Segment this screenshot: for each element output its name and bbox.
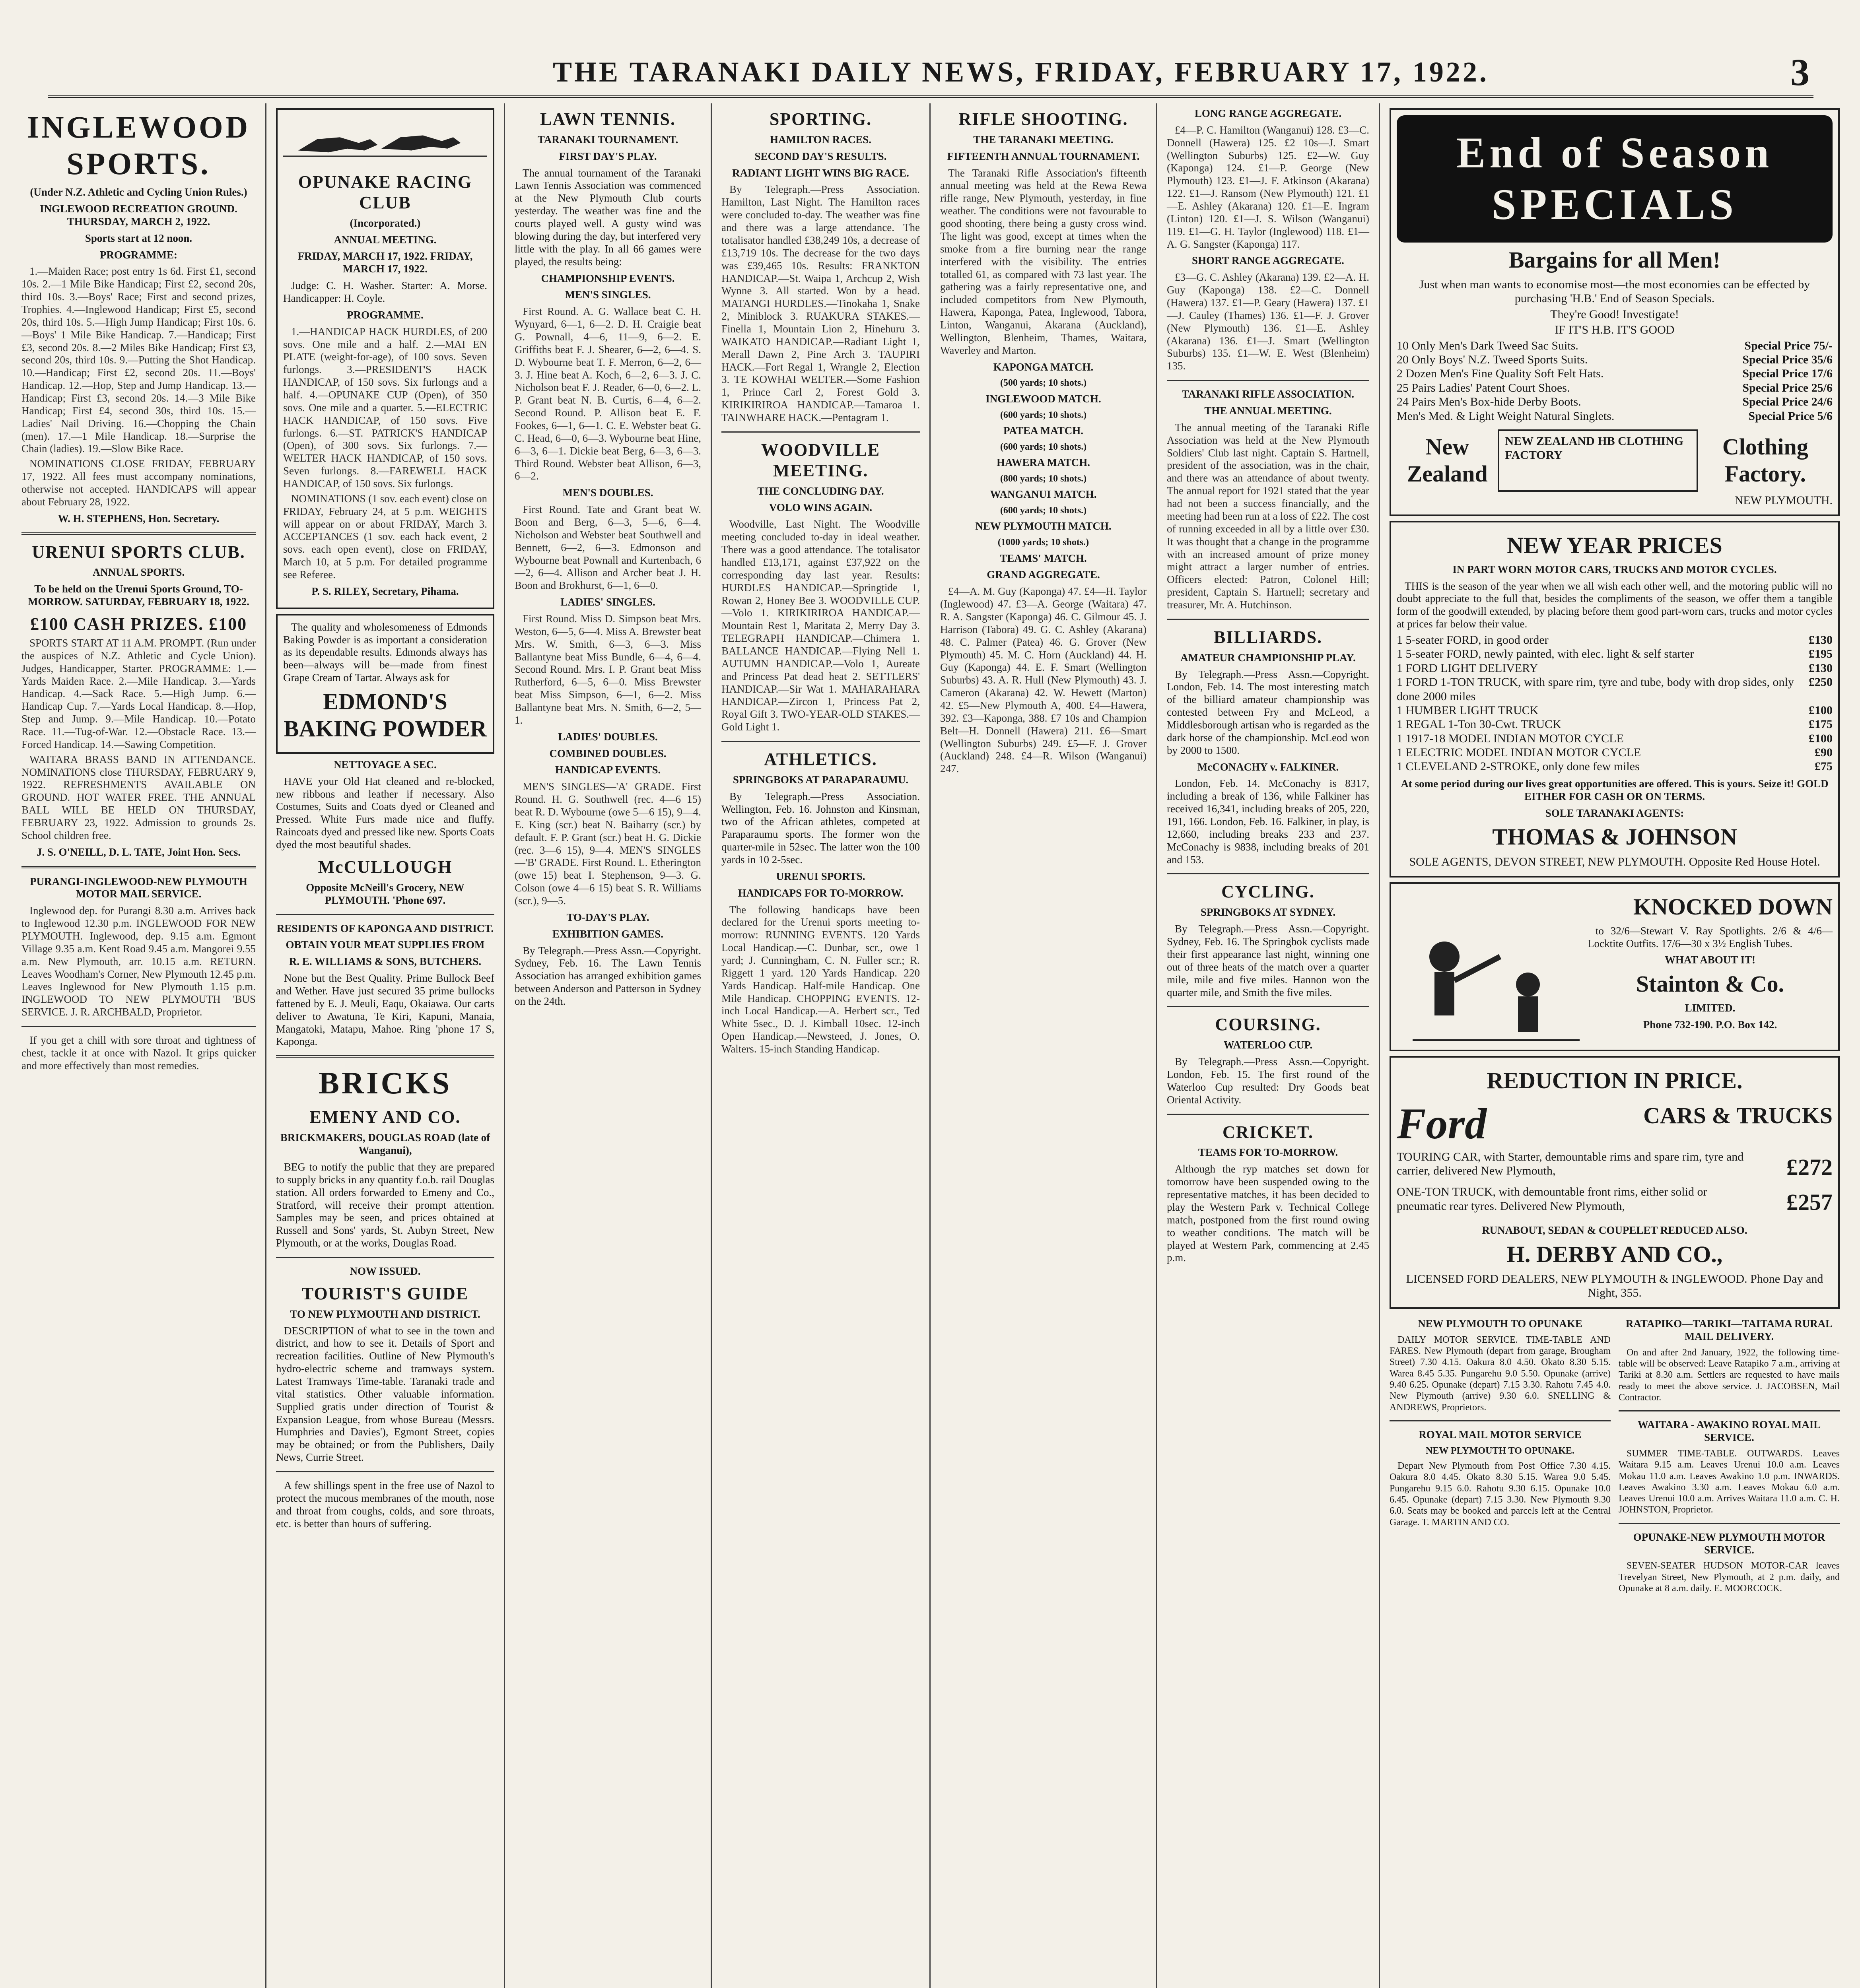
vehicle-item: 1 CLEVELAND 2-STROKE, only done few miles <box>1397 760 1640 773</box>
mccullough-address: Opposite McNeill's Grocery, NEW PLYMOUTH. 'Phone 697. <box>306 881 465 906</box>
tourist-guide-to: TO NEW PLYMOUTH AND DISTRICT. <box>290 1308 480 1320</box>
edmonds-text: The quality and wholesomeness of Edmonds Baking Powder is as important a consideration as its dependable results. Edmonds always has been—always will be—made from finest Grape Cream of Tartar. Always ask for <box>283 621 487 684</box>
divider <box>721 431 920 433</box>
opunake-np-heading: OPUNAKE-NEW PLYMOUTH MOTOR SERVICE. <box>1633 1531 1825 1556</box>
divider <box>276 1257 494 1258</box>
eos-line-2: SPECIALS <box>1492 180 1738 229</box>
urenui-programme: SPORTS START AT 11 A.M. PROMPT. (Run under the auspices of N.Z. Athletic and Cycle Union). Judges, Handicapper, Starter. PROGRAMME: 1.—Yards Maiden Race. 2.—Mile Handicap. 3.—Yards Handicap. 4.—Sack Race. 5.—High Jump. 6.—Handicap Cup. 7.—Yards Local Handicap. 8.—Hop, Step and Jump. 9.—Mile Handicap. 10.—Potato Race. 11.—Tug-of-War. 12.—Obstacle Race. 13.—Forced Handicap. 14.—Sawing Competition. <box>21 637 256 750</box>
vehicle-item: 1 FORD 1-TON TRUCK, with spare rim, tyre and tube, body with drop sides, only done 2000 miles <box>1397 676 1794 703</box>
reduction-heading: REDUCTION IN PRICE. <box>1487 1067 1743 1093</box>
thomas-johnson: THOMAS & JOHNSON <box>1492 824 1737 850</box>
emeny-heading: EMENY AND CO. <box>309 1107 461 1127</box>
mens-doubles-results: First Round. Tate and Grant beat W. Boon and Berg, 6—3, 5—6, 6—4. Nicholson and Webster beat Southwell and Bennett, 6—2, 6—3. Edmonson and Wybourne beat Pownall and Kurtenbach, 6—2, 6—4. Allison and Archer beat J. H. Boon and Brokhurst, 6—1, 6—0. <box>515 503 701 592</box>
nz-right: Clothing Factory. <box>1722 433 1808 487</box>
one-ton-price: £257 <box>1786 1189 1833 1215</box>
knocked-text: to 32/6—Stewart V. Ray Spotlights. 2/6 & 4/6—Locktite Outfits. 17/6—30 x 3½ English Tubes. <box>1588 924 1833 949</box>
one-ton: ONE-TON TRUCK, with demountable front rims, either solid or pneumatic rear tyres. Delivered New Plymouth, <box>1397 1185 1707 1213</box>
sole-agents: SOLE TARANAKI AGENTS: <box>1545 807 1684 819</box>
vehicle-row <box>1397 717 1833 731</box>
kaponga-meat: OBTAIN YOUR MEAT SUPPLIES FROM <box>286 939 485 951</box>
special-item: 2 Dozen Men's Fine Quality Soft Felt Hats. <box>1397 367 1604 381</box>
hb-logo-icon: NEW ZEALAND HB CLOTHING FACTORY <box>1498 429 1698 492</box>
end-of-season-banner <box>1397 115 1833 243</box>
programme-heading: PROGRAMME: <box>100 248 177 261</box>
if-its-hb: IF IT'S H.B. IT'S GOOD <box>1555 323 1675 337</box>
rifle-sub: THE TARANAKI MEETING. <box>973 133 1114 146</box>
knocked-down: KNOCKED DOWN <box>1633 894 1833 920</box>
urenui-sub: ANNUAL SPORTS. <box>92 566 185 579</box>
springboks-text: By Telegraph.—Press Association. Wellington, Feb. 16. Johnston and Kinsman, two of the African athletes, competed at Paraparaumu sports. The former won the quarter-mile in 52sec. The latter won the 100 yards in 10 2-5sec. <box>721 790 920 866</box>
coursing-heading: COURSING. <box>1215 1015 1321 1035</box>
opunake-inc: (Incorporated.) <box>350 217 421 229</box>
vehicle-row <box>1397 675 1833 703</box>
special-row <box>1397 339 1833 353</box>
ratapiko-heading: RATAPIKO—TARIKI—TAITAMA RURAL MAIL DELIVERY. <box>1625 1317 1833 1342</box>
concluding-day: THE CONCLUDING DAY. <box>757 485 884 497</box>
divider <box>1167 1006 1369 1007</box>
handicap-results: MEN'S SINGLES—'A' GRADE. First Round. H. G. Southwell (rec. 4—6 15) beat R. D. Wybourne (owe 5—6 15), 9—4. E. King (scr.) beat N. Baiharry (scr.) by default. F. P. Grant (scr.) beat H. G. Dickie (rec. 3—6 15), 9—4. MEN'S SINGLES—'B' GRADE. First Round. L. Etherington (owe 15) beat I. Stephenson, 9—3. G. Colson (owe 4—6 15) beat S. R. Williams (scr.), 9—5. <box>515 780 701 907</box>
cricket-text: Although the ryp matches set down for tomorrow have been suspended owing to the representative matches, it has been decided to play the Western Park v. Technical College match, postponed from the first round owing to weather conditions. The match will be played at Western Park, commencing at 2.45 p.m. <box>1167 1163 1369 1264</box>
to-days-play: TO-DAY'S PLAY. <box>566 911 649 923</box>
exhibition-games: EXHIBITION GAMES. <box>552 928 664 940</box>
opunake-heading: OPUNAKE RACING CLUB <box>298 172 472 212</box>
vehicle-item: 1 ELECTRIC MODEL INDIAN MOTOR CYCLE <box>1397 746 1641 759</box>
special-row <box>1397 409 1833 423</box>
championship-events: CHAMPIONSHIP EVENTS. <box>541 272 675 284</box>
inglewood-start: Sports start at 12 noon. <box>85 232 192 244</box>
tennis-sub: TARANAKI TOURNAMENT. <box>537 133 678 146</box>
divider <box>1619 1523 1840 1524</box>
long-range-results: £4—P. C. Hamilton (Wanganui) 128. £3—C. Donnell (Hawera) 125. £2 10s—J. Smart (Wellington Suburbs) 125. £2—W. Guy (Kaponga) 124. £1—P. George (New Plymouth) 123. £1—J. F. Atkinson (Akarana) 122. £1—J. Ransom (New Plymouth) 121. £1—E. Ashley (Akarana) 120. £1—E. Ingram (Linton) 120. £1—J. S. Wilson (Wanganui) 119. £1—G. H. Taylor (Inglewood) 118. £1—A. G. Sangster (Kaponga) 117. <box>1167 124 1369 250</box>
bargains-heading: Bargains for all Men! <box>1508 247 1721 273</box>
emeny-sub: BRICKMAKERS, DOUGLAS ROAD (late of Wanganui), <box>280 1132 490 1157</box>
woodville-results: Woodville, Last Night. The Woodville meeting concluded to-day in ideal weather. There was a good attendance. The totalisator handled £13,171, against £37,922 on the corresponding day last year. Results: HURDLES HANDICAP.—Springtide 1, Rowan 2, Honey Bee 3. WOODVILLE CUP.—Volo 1. KIRIKIRIROA HANDICAP.—Mountain Rest 1, Maritata 2, Merry Day 3. TELEGRAPH HANDICAP.—Chimera 1. BALLANCE HANDICAP.—Flying Nell 1. AUTUMN HANDICAP.—Volo 1, Aureate and Princess Pat dead heat 2. SETTLERS' HANDICAP.—Sir Wat 1. MAHARAHARA HANDICAP.—Zircon 1, Princess Pat 2, Royal Gift 3. TWO-YEAR-OLD STAKES.—Gold Light 1. <box>721 518 920 733</box>
nettoyage-text: HAVE your Old Hat cleaned and re-blocked, new ribbons and leather if necessary. Also Costumes, Suits and Coats dyed or Cleaned and Pressed. White Furs made nice and fluffy. Raincoats dyed and pressed like new. Sports Coats dyed the most beautiful shades. <box>276 775 494 851</box>
timetables-left <box>1390 1314 1611 1597</box>
vehicle-row <box>1397 703 1833 717</box>
stainton-phone: Phone 732-190. P.O. Box 142. <box>1643 1018 1777 1031</box>
long-range-heading: LONG RANGE AGGREGATE. <box>1194 107 1342 119</box>
special-price: Special Price 35/6 <box>1742 353 1833 366</box>
divider <box>21 1026 256 1027</box>
edmonds-brand: EDMOND'S BAKING POWDER <box>284 689 487 742</box>
sporting-heading: SPORTING. <box>769 109 872 129</box>
teams-match: TEAMS' MATCH. <box>1000 552 1087 564</box>
special-price: Special Price 17/6 <box>1742 367 1833 381</box>
opunake-signed: P. S. RILEY, Secretary, Pihama. <box>311 585 459 597</box>
cash-prizes: £100 CASH PRIZES. £100 <box>30 614 247 634</box>
race-nominations: NOMINATIONS (1 sov. each event) close on FRIDAY, February 24, at 5 p.m. WEIGHTS will appear on or about FRIDAY, March 3. ACCEPTANCES (1 sov. each hack event, 2 sovs. each open event), close on FRIDAY, March 10, at 5 p.m. For detailed programme see Referee. <box>283 492 487 581</box>
column-2 <box>266 103 505 1988</box>
touring-car-row <box>1397 1150 1833 1185</box>
touring-car: TOURING CAR, with Starter, demountable rims and spare rim, tyre and carrier, delivered New Plymouth, <box>1397 1150 1744 1178</box>
vehicle-row <box>1397 746 1833 759</box>
derby-text: LICENSED FORD DEALERS, NEW PLYMOUTH & INGLEWOOD. Phone Day and Night, 355. <box>1406 1272 1823 1300</box>
exhibition-text: By Telegraph.—Press Assn.—Copyright. Sydney, Feb. 16. The Lawn Tennis Association has arranged exhibition games between Anderson and Patterson in Sydney on the 24th. <box>515 944 701 1008</box>
mcconachy-heading: McCONACHY v. FALKINER. <box>1197 761 1339 773</box>
divider <box>276 1055 494 1058</box>
vehicle-price: £195 <box>1809 647 1833 661</box>
race-programme: 1.—HANDICAP HACK HURDLES, of 200 sovs. One mile and a half. 2.—MAI EN PLATE (weight-for-age), of 100 sovs. Seven furlongs. 3.—PRESIDENT'S HACK HANDICAP, of 150 sovs. Six furlongs and a half. 4.—OPUNAKE CUP (Open), of 350 sovs. One mile and a quarter. 5.—ELECTRIC HACK HANDICAP, of 150 sovs. Five furlongs. 6.—ST. PATRICK'S HANDICAP (Open), of 300 sovs. Six furlongs. 7.—WELTER HACK HANDICAP, of 150 sovs. Seven furlongs. 8.—FAREWELL HACK HANDICAP, of 150 sovs. Six furlongs. <box>283 325 487 489</box>
inglewood-range: (600 yards; 10 shots.) <box>1000 410 1087 420</box>
kaponga-text: None but the Best Quality. Prime Bullock Beef and Wether. Have just secured 35 prime bullocks fattened by E. J. Meuli, Eaqu, Okaiawa. Our carts deliver to Awatuna, Te Kiri, Kapuni, Manaia, Mangatoki, Matapu, Mahoe. Ring 'phone 17 S, Kaponga. <box>276 972 494 1048</box>
royal-mail-heading: ROYAL MAIL MOTOR SERVICE <box>1419 1428 1582 1441</box>
mccullough: McCULLOUGH <box>318 857 453 877</box>
divider <box>1619 1410 1840 1411</box>
racehorse-illustration-icon <box>283 115 487 163</box>
handicaps-heading: HANDICAPS FOR TO-MORROW. <box>738 887 904 899</box>
vehicle-row <box>1397 759 1833 773</box>
waitara-band: WAITARA BRASS BAND IN ATTENDANCE. NOMINATIONS close THURSDAY, FEBRUARY 9, 1922. REFRESHMENTS AVAILABLE ON GROUND. HOT WATER FREE. THE ANNUAL BALL WILL BE HELD ON THURSDAY, FEBRUARY 23, 1922. Admission to grounds 2s. School children free. <box>21 753 256 841</box>
fifteenth-annual: FIFTEENTH ANNUAL TOURNAMENT. <box>947 150 1140 162</box>
cars-trucks: CARS & TRUCKS <box>1643 1103 1833 1129</box>
special-item: 25 Pairs Ladies' Patent Court Shoes. <box>1397 381 1570 394</box>
vehicle-price: £130 <box>1809 661 1833 675</box>
hamilton-races: HAMILTON RACES. <box>770 133 872 146</box>
divider <box>276 1471 494 1472</box>
runabout: RUNABOUT, SEDAN & COUPELET REDUCED ALSO. <box>1482 1224 1747 1236</box>
urenui-heading: URENUI SPORTS CLUB. <box>32 542 245 562</box>
wanganui-match: WANGANUI MATCH. <box>990 488 1097 501</box>
tennis-first-day: FIRST DAY'S PLAY. <box>559 150 657 162</box>
opunake-racing-ad <box>276 108 494 609</box>
vehicle-price: £175 <box>1809 718 1833 731</box>
tourist-guide-heading: TOURIST'S GUIDE <box>301 1283 469 1303</box>
hawera-range: (800 yards; 10 shots.) <box>1000 473 1087 484</box>
column-1 <box>12 103 266 1988</box>
vehicle-item: 1 5-seater FORD, in good order <box>1397 633 1549 646</box>
bargains-text: Just when man wants to economise most—the most economies can be effected by purchasing 'H.B.' End of Season Specials. <box>1419 278 1810 305</box>
inglewood-sports-heading: INGLEWOOD SPORTS. <box>27 110 251 181</box>
billiards-heading: BILLIARDS. <box>1213 627 1323 647</box>
inglewood-sub: (Under N.Z. Athletic and Cycling Union Rules.) <box>30 186 247 198</box>
specials-list <box>1397 339 1833 423</box>
derby-name: H. DERBY AND CO., <box>1506 1241 1723 1267</box>
vehicle-item: 1 HUMBER LIGHT TRUCK <box>1397 703 1539 717</box>
kaponga-range: (500 yards; 10 shots.) <box>1000 378 1087 388</box>
divider <box>21 532 256 535</box>
rifle-shooting-heading: RIFLE SHOOTING. <box>958 109 1128 129</box>
ford-ad <box>1390 1056 1840 1309</box>
mens-singles-results: First Round. A. G. Wallace beat C. H. Wynyard, 6—1, 6—2. D. H. Craigie beat G. Pownall, 4—6, 11—9, 6—2. E. Griffiths beat F. J. Shearer, 6—2, 6—4. S. D. Wybourne beat T. F. Merron, 6—2, 6—3. J. Hine beat A. Koch, 6—2, 6—3. J. C. Nicholson beat F. J. Reader, 6—0, 6—2. L. P. Grant beat N. B. Curtis, 6—4, 6—2. Second Round. P. Allison beat E. F. Fookes, 6—1, 6—1. C. E. Webster beat G. C. Head, 6—0, 6—3. Wybourne beat Hine, 6—3, 6—1. Dickie beat Berg, 6—3, 6—3. Third Round. Webster beat Allison, 6—3, 6—2. <box>515 305 701 482</box>
nazol-ad: If you get a chill with sore throat and tightness of chest, tackle it at once with Nazol. It grips quicker and more effectively than most remedies. <box>21 1034 256 1072</box>
special-price: Special Price 75/- <box>1744 339 1833 352</box>
tourist-guide-text: DESCRIPTION of what to see in the town and district, and how to see it. Details of Sport and recreation facilities. Outline of New Plymouth's hydro-electric scheme and tramways system. Latest Tramways Time-table. Taranaki trade and vital statistics. Other valuable information. Supplied gratis under direction of Tourist & Expansion League, from whose Bureau (Messrs. Humphries and Davies'), Egmont Street, copies may be obtained; or from the Publishers, Daily News, Currie Street. <box>276 1324 494 1464</box>
mens-singles: MEN'S SINGLES. <box>565 289 651 301</box>
waitara-heading: WAITARA - AWAKINO ROYAL MAIL SERVICE. <box>1637 1419 1821 1444</box>
ratapiko-text: On and after 2nd January, 1922, the following time-table will be observed: Leave Ratapiko 7 a.m., arriving at Tariki at 8.30 a.m. Settlers are requested to have mails ready to meet the above service. J. JACOBSEN, Mail Contractor. <box>1619 1347 1840 1403</box>
column-5 <box>931 103 1157 1988</box>
cricket-heading: CRICKET. <box>1222 1122 1314 1142</box>
second-day: SECOND DAY'S RESULTS. <box>754 150 887 162</box>
urenui-signed: J. S. O'NEILL, D. L. TATE, Joint Hon. Secs. <box>36 846 241 858</box>
timetables-row <box>1390 1314 1840 1597</box>
special-row <box>1397 353 1833 367</box>
vehicle-price: £250 <box>1809 676 1833 689</box>
opunake-np-text: SEVEN-SEATER HUDSON MOTOR-CAR leaves Trevelyan Street, New Plymouth, at 2 p.m. daily, and Opunake at 8 a.m. daily. E. MOORCOCK. <box>1619 1561 1840 1594</box>
stainton-name: Stainton & Co. <box>1636 971 1784 997</box>
touring-price: £272 <box>1786 1154 1833 1180</box>
billiards-sub: AMATEUR CHAMPIONSHIP PLAY. <box>1180 651 1356 664</box>
timetables-right <box>1619 1314 1840 1597</box>
ladies-doubles: LADIES' DOUBLES. <box>558 730 658 743</box>
stainton-body <box>1397 925 1833 1044</box>
annual-meeting: ANNUAL MEETING. <box>334 233 437 246</box>
rifle-results: £4—A. M. Guy (Kaponga) 47. £4—H. Taylor (Inglewood) 47. £3—A. George (Waitara) 47. R. A. Sangster (Kaponga) 46. C. Gilmour 45. J. Harrison (Tabora) 49. G. C. Ashley (Akarana) 48. C. Palmer (Patea) 46. G. Grover (New Plymouth) 45. M. C. Horn (Auckland) 44. H. Guy (Kaponga) 44. E. F. Smart (Wellington Suburbs) 43. A. R. Hull (New Plymouth) 43. J. Cameron (Akarana) 42. W. Hewett (Marton) 42. £5—New Plymouth A, 400. £4—Hawera, 392. £3—Kaponga, 388. £7 10s and Champion Belt—H. Donnell (Hawera) 211. £6—Smart (Wellington Suburbs) 249. £5—F. J. Grover (Auckland) 248. £4—R. Wilson (Wanganui) 247. <box>940 585 1147 775</box>
cycling-sub: SPRINGBOKS AT SYDNEY. <box>1200 906 1336 918</box>
column-3 <box>505 103 712 1988</box>
end-of-season-ad <box>1390 108 1840 516</box>
meeting-dates: FRIDAY, MARCH 17, 1922. FRIDAY, MARCH 17, 1922. <box>297 250 473 275</box>
coursing-text: By Telegraph.—Press Assn.—Copyright. London, Feb. 15. The first round of the Waterloo Cup resulted: Dry Goods beat Oriental Activity. <box>1167 1056 1369 1106</box>
association-text: The annual meeting of the Taranaki Rifle Association was held at the New Plymouth Soldiers' Club last night. Captain S. Hartnell, president of the association, was in the chair, and there was an attendance of about twenty. The annual report for 1921 stated that the year had not been a success financially, and the meeting had been run at a loss of £22. The cost of running exceeded in all by a little over £30. It was thought that a change in the programme with an increased amount of prize money might attract a larger number of entries. Officers elected: Patron, Colonel Hill; president, Captain S. Hartnell; secretary and treasurer, Mr. A. Hutchinson. <box>1167 421 1369 611</box>
theyre-good: They're Good! Investigate! <box>1550 307 1679 321</box>
divider <box>276 914 494 915</box>
divider <box>721 741 920 742</box>
inglewood-nominations: NOMINATIONS CLOSE FRIDAY, FEBRUARY 17, 1922. All fees must accompany nominations, otherwise not accepted. HANDICAPS will appear about February 28, 1922. <box>21 458 256 508</box>
patea-match: PATEA MATCH. <box>1003 424 1083 437</box>
inglewood-signed: W. H. STEPHENS, Hon. Secretary. <box>58 512 220 524</box>
divider <box>1167 1114 1369 1115</box>
special-item: 10 Only Men's Dark Tweed Sac Suits. <box>1397 339 1578 352</box>
np-opunake-text: DAILY MOTOR SERVICE. TIME-TABLE AND FARES. New Plymouth (depart from garage, Brougham Street) 7.30 4.15. Oakura 8.0 4.50. Okato 8.30 5.15. Warea 8.45 5.35. Pungarehu 9.0 5.50. Opunake (arrive) 9.40 6.25. Opunake (depart) 7.15 3.30. Rahotu 7.45 4.0. New Plymouth (arrive) 9.30 6.0. SNELLING & ANDREWS, Proprietors. <box>1390 1334 1611 1413</box>
association-annual: THE ANNUAL MEETING. <box>1204 405 1332 417</box>
short-range-heading: SHORT RANGE AGGREGATE. <box>1192 254 1344 267</box>
handicaps-text: The following handicaps have been declared for the Urenui sports meeting to-morrow: RUNNING EVENTS. 120 Yards Local Handicap.—C. Dunbar, scr., owe 1 yard; J. Cunningham, C. N. Fuller scr.; R. Riggett 1 yard. 120 Yards Handicap. 220 Yards Handicap. Half-mile Handicap. One Mile Handicap. CHOPPING EVENTS. 12-inch Local Handicap.—A. Herbert scr., Ted White 5sec., D. J. Kimball 10sec. 12-inch Open Handicap.—Newsteed, J. Jones, O. Walters. 15-inch Standing Handicap. <box>721 903 920 1055</box>
vehicle-price: £90 <box>1815 746 1833 759</box>
race-programme-heading: PROGRAMME. <box>347 309 424 321</box>
volo-wins: VOLO WINS AGAIN. <box>769 501 873 514</box>
lawn-tennis-heading: LAWN TENNIS. <box>540 109 676 129</box>
np-range: (1000 yards; 10 shots.) <box>997 537 1089 548</box>
vehicle-price: £100 <box>1809 732 1833 745</box>
special-price: Special Price 24/6 <box>1742 395 1833 409</box>
special-row <box>1397 381 1833 395</box>
nazol-text: A few shillings spent in the free use of Nazol to protect the mucous membranes of the mouth, nose and throat from coughs, colds, and sore throats, etc. is better than hours of suffering. <box>276 1479 494 1530</box>
kaponga-match: KAPONGA MATCH. <box>993 361 1094 373</box>
vehicle-price: £130 <box>1809 633 1833 646</box>
cricket-sub: TEAMS FOR TO-MORROW. <box>1198 1146 1338 1159</box>
inglewood-ground: INGLEWOOD RECREATION GROUND. THURSDAY, MARCH 2, 1922. <box>40 202 237 227</box>
nz-clothing-footer <box>1397 429 1833 492</box>
short-range-results: £3—G. C. Ashley (Akarana) 139. £2—A. H. Guy (Kaponga) 138. £2—C. Donnell (Hawera) 137. £1—P. Geary (Hawera) 137. £1—J. Cauley (Thames) 136. £1—F. J. Grover (New Plymouth) 136. £1—E. Ashley (Akarana) 136. £1—J. Smart (Wellington Suburbs) 135. £1—W. E. West (Blenheim) 135. <box>1167 271 1369 372</box>
vehicle-item: 1 REGAL 1-Ton 30-Cwt. TRUCK <box>1397 718 1561 731</box>
divider <box>1390 1420 1611 1421</box>
special-item: 24 Pairs Men's Box-hide Derby Boots. <box>1397 395 1581 409</box>
vehicle-item: 1 1917-18 MODEL INDIAN MOTOR CYCLE <box>1397 732 1624 745</box>
mens-doubles: MEN'S DOUBLES. <box>562 487 653 499</box>
eos-line-1: End of Season <box>1456 128 1773 177</box>
hawera-match: HAWERA MATCH. <box>996 456 1090 469</box>
ford-header <box>1397 1098 1833 1150</box>
patea-range: (600 yards; 10 shots.) <box>1000 441 1087 452</box>
springboks-heading: SPRINGBOKS AT PARAPARAUMU. <box>733 773 909 786</box>
kaponga-butchers: R. E. WILLIAMS & SONS, BUTCHERS. <box>289 955 482 968</box>
divider <box>1167 380 1369 381</box>
divider <box>1167 873 1369 874</box>
inglewood-match: INGLEWOOD MATCH. <box>985 392 1101 405</box>
divider <box>21 866 256 868</box>
column-6 <box>1157 103 1380 1988</box>
stainton-ad <box>1390 882 1840 1051</box>
motor-heading: PURANGI-INGLEWOOD-NEW PLYMOUTH MOTOR MAIL SERVICE. <box>30 875 247 900</box>
motor-timetable: Inglewood dep. for Purangi 8.30 a.m. Arrives back to Inglewood 12.30 p.m. INGLEWOOD FOR NEW PLYMOUTH. Inglewood, dep. 9.15 a.m. Egmont Village 9.35 a.m. Kent Road 9.45 a.m. Mangorei 9.55 a.m. New Plymouth, arr. 10.15 a.m. RETURN. Leaves Woodham's Corner, New Plymouth 12.45 p.m. Leaves Inglewood for New Plymouth 1.15 p.m. INGLEWOOD TO NEW PLYMOUTH 'BUS SERVICE. J. R. ARCHBALD, Proprietor. <box>21 905 256 1018</box>
wanganui-range: (600 yards; 10 shots.) <box>1000 505 1087 516</box>
vehicle-item: 1 FORD LIGHT DELIVERY <box>1397 661 1538 675</box>
tennis-intro: The annual tournament of the Taranaki Lawn Tennis Association was commenced at the New Plymouth Club courts yesterday. The weather was fine and the courts played well. A gusty wind was blowing during the day, but interfered very little with the play. In all 66 games were played, the results being: <box>515 167 701 268</box>
one-ton-row <box>1397 1185 1833 1220</box>
rifle-association: TARANAKI RIFLE ASSOCIATION. <box>1182 388 1355 400</box>
urenui-held: To be held on the Urenui Sports Ground, TO-MORROW. SATURDAY, FEBRUARY 18, 1922. <box>27 583 250 608</box>
nz-left: New Zealand <box>1407 433 1488 487</box>
rifle-intro: The Taranaki Rifle Association's fifteenth annual meeting was held at the Rewa Rewa rifle range, New Plymouth, yesterday, in fine weather. The conditions were not favourable to good shooting, there being a gusty cross wind. The light was good, except at times when the smoke from a fire burning near the range interfered with the visibility. The entries totalled 61, as compared with 73 last year. The gathering was a fairly representative one, and included competitors from New Plymouth, Hawera, Kaponga, Patea, Inglewood, Tabora, Linton, Wanganui, Akarana (Auckland), Wellington, Blenheim, Thames, Waitara, Waverley and Marton. <box>940 167 1147 356</box>
urenui-sports: URENUI SPORTS. <box>776 870 865 882</box>
royal-mail-text: Depart New Plymouth from Post Office 7.30 4.15. Oakura 8.0 4.45. Okato 8.30 5.15. Warea 9.0 5.45. Pungarehu 9.15 6.0. Rahotu 9.30 6.15. Opunake 10.0 6.45. Opunake (depart) 7.15 3.30. New Plymouth 9.30 6.0. Seats may be booked and parcels left at the Central Garage. T. MARTIN AND CO. <box>1390 1461 1611 1528</box>
masthead <box>48 48 1813 98</box>
vehicle-row <box>1397 661 1833 675</box>
nettoyage-heading: NETTOYAGE A SEC. <box>334 758 437 771</box>
cartoon-figures-icon <box>1397 925 1588 1044</box>
thomas-address: SOLE AGENTS, DEVON STREET, NEW PLYMOUTH. Opposite Red House Hotel. <box>1409 855 1820 868</box>
hamilton-results: By Telegraph.—Press Association. Hamilton, Last Night. The Hamilton races were concluded to-day. The weather was fine and there was a large attendance. The totalisator handled £38,249 10s, a decrease of £13,719 10s. The decrease for the two days was £39,465 10s. Results: FRANKTON HANDICAP.—St. Waipa 1, Archcup 2, Wish Wynne 3. All started. Won by a head. MATANGI HURDLES.—Tinokaha 1, Snake 2, Miniblock 3. RUAKURA STAKES.—Finella 1, Mountain Lion 2, Hinehuru 3. WAIKATO HANDICAP.—Radiant Light 1, Merall Dawn 2, Pine Arch 3. TAUPIRI HACK.—Fort Regal 1, Wrangle 2, Election 3. TE KOWHAI WELTER.—Some Fashion 1, Prince Carl 2, Forest Gold 3. KIRIKIRIROA HANDICAP.—Tamaroa 1. TAINWHARE HACK.—Pentagram 1. <box>721 183 920 423</box>
waitara-text: SUMMER TIME-TABLE. OUTWARDS. Leaves Waitara 9.15 a.m. Leaves Urenui 10.0 a.m. Leaves Mokau 11.0 a.m. Leaves Awakino 1.0 p.m. INWARDS. Leaves Awakino 3.30 a.m. Leaves Mokau 6.0 a.m. Leaves Urenui 10.0 a.m. Arrives Waitara 11.0 a.m. C. H. JOHNSTON, Proprietor. <box>1619 1448 1840 1515</box>
ladies-singles-results: First Round. Miss D. Simpson beat Mrs. Weston, 6—5, 6—4. Miss A. Brewster beat Mrs. W. Smith, 6—3, 6—3. Miss Ballantyne beat Miss Bundle, 6—4, 6—4. Second Round. Mrs. I. P. Grant beat Miss Rutherford, 6—5, 6—0. Miss Brewster beat Miss Simpson, 6—1, 6—2. Miss Ballantyne beat Mrs. N. Smith, 6—2, 5—1. <box>515 612 701 726</box>
cycling-text: By Telegraph.—Press Assn.—Copyright. Sydney, Feb. 16. The Springbok cyclists made their first appearance last night, winning one out of three heats of the match over a quarter mile, mile and five miles. Hannon won the quarter mile, and Smith the five miles. <box>1167 923 1369 998</box>
stainton-ltd: LIMITED. <box>1685 1002 1736 1014</box>
new-year-heading: NEW YEAR PRICES <box>1507 532 1722 559</box>
kaponga-heading: RESIDENTS OF KAPONGA AND DISTRICT. <box>276 922 494 934</box>
vehicles-list <box>1397 633 1833 774</box>
new-year-note: At some period during our lives great opportunities are offered. This is yours. Seize it! GOLD EITHER FOR CASH OR ON TERMS. <box>1401 777 1829 802</box>
new-year-text: THIS is the season of the year when we all wish each other well, and the motoring public will no doubt appreciate to the full that, besides the compliments of the season, we offer them a tangible form of the goodwill extended, by placing before them good part-worn cars, trucks and motor cycles at prices far below their value. <box>1397 580 1833 630</box>
special-price: Special Price 25/6 <box>1742 381 1833 394</box>
woodville-heading: WOODVILLE MEETING. <box>761 440 880 480</box>
emeny-text: BEG to notify the public that they are prepared to supply bricks in any quantity f.o.b. rail Douglas station. All orders forwarded to Emeny and Co., Stratford, will receive their prompt attention. Samples may be seen, and prices obtained at Russell and Sons' yards, St. Aubyn Street, New Plymouth, or at the works, Douglas Road. <box>276 1161 494 1249</box>
special-item: Men's Med. & Light Weight Natural Singlets. <box>1397 409 1615 423</box>
ford-logo-icon: Ford <box>1397 1099 1487 1148</box>
vehicle-row <box>1397 732 1833 746</box>
new-year-sub: IN PART WORN MOTOR CARS, TRUCKS AND MOTOR CYCLES. <box>1452 563 1777 575</box>
vehicle-item: 1 5-seater FORD, newly painted, with elec. light & self starter <box>1397 647 1694 661</box>
combined-doubles: COMBINED DOUBLES. <box>549 747 667 759</box>
np-opunake-heading: NEW PLYMOUTH TO OPUNAKE <box>1418 1317 1582 1330</box>
vehicle-price: £100 <box>1809 703 1833 717</box>
now-issued: NOW ISSUED. <box>350 1265 421 1277</box>
nz-city: NEW PLYMOUTH. <box>1734 493 1833 507</box>
new-year-prices-ad <box>1390 521 1840 878</box>
race-officials: Judge: C. H. Washer. Starter: A. Morse. Handicapper: H. Coyle. <box>283 280 487 304</box>
radiant-light: RADIANT LIGHT WINS BIG RACE. <box>732 167 909 179</box>
page-number: 3 <box>1790 51 1809 93</box>
billiards-text: By Telegraph.—Press Assn.—Copyright. London, Feb. 14. The most interesting match of the billiard amateur championship was contested between Fry and McLeod, a Middlesborough artisan who is regarded as the dark horse of the championship. McLeod won by 2000 to 1500. <box>1167 668 1369 756</box>
inglewood-programme: 1.—Maiden Race; post entry 1s 6d. First £1, second 10s. 2.—1 Mile Bike Handicap; First £2, second 20s, third 10s. 3.—Boys' Race; First and second prizes, Trophies. 4.—Inglewood Handicap; First £5, second 20s, third 10s. 5.—High Jump Handicap; First 10s. 6.—Boys' 1 Mile Bike Handicap. 7.—Handicap; First £3, second 20s. 8.—2 Miles Bike Handicap; First £3, second 20s, third 10s. 9.—Putting the Shot Handicap. 10.—Handicap; First £2, second 20s. 11.—Boys' Handicap. 12.—Hop, Step and Jump Handicap. 13.—Handicap; First £3, second 20s. 14.—3 Mile Bike Handicap; First £4, second 30s, third 10s. 15.—Ladies' Nail Driving. 16.—Chopping the Chain (men). 17.—1 Mile Handicap. 18.—Surprise the Chain (ladies). 19.—Slow Bike Race. <box>21 265 256 455</box>
column-7-ads <box>1380 103 1849 1988</box>
royal-mail-sub: NEW PLYMOUTH TO OPUNAKE. <box>1426 1445 1574 1456</box>
special-row <box>1397 367 1833 381</box>
special-row <box>1397 395 1833 409</box>
ladies-singles: LADIES' SINGLES. <box>560 596 655 608</box>
bricks-heading: BRICKS <box>318 1066 452 1101</box>
cycling-heading: CYCLING. <box>1221 882 1315 902</box>
vehicle-price: £75 <box>1815 760 1833 773</box>
masthead-title: THE TARANAKI DAILY NEWS, FRIDAY, FEBRUARY 17, 1922. <box>553 56 1489 88</box>
stainton-text-block <box>1588 925 1833 1044</box>
vehicle-row <box>1397 633 1833 647</box>
handicap-events: HANDICAP EVENTS. <box>555 764 661 776</box>
special-item: 20 Only Boys' N.Z. Tweed Sports Suits. <box>1397 353 1588 366</box>
divider <box>1167 619 1369 620</box>
vehicle-row <box>1397 647 1833 661</box>
what-about-it: WHAT ABOUT IT! <box>1664 954 1756 966</box>
mcconachy-text: London, Feb. 14. McConachy is 8317, including a break of 136, while Falkiner has received 16,341, including breaks of 205, 220, 191, 166. London, Feb. 16. Falkiner, in play, is 12,660, including breaks 233 and 237. McConachy is 9838, including breaks of 201 and 153. <box>1167 777 1369 866</box>
grand-aggregate: GRAND AGGREGATE. <box>987 569 1100 581</box>
special-price: Special Price 5/6 <box>1748 409 1833 423</box>
np-match: NEW PLYMOUTH MATCH. <box>975 520 1112 532</box>
edmonds-ad <box>276 614 494 754</box>
athletics-heading: ATHLETICS. <box>764 749 877 769</box>
column-4 <box>712 103 931 1988</box>
coursing-sub: WATERLOO CUP. <box>1223 1039 1313 1051</box>
